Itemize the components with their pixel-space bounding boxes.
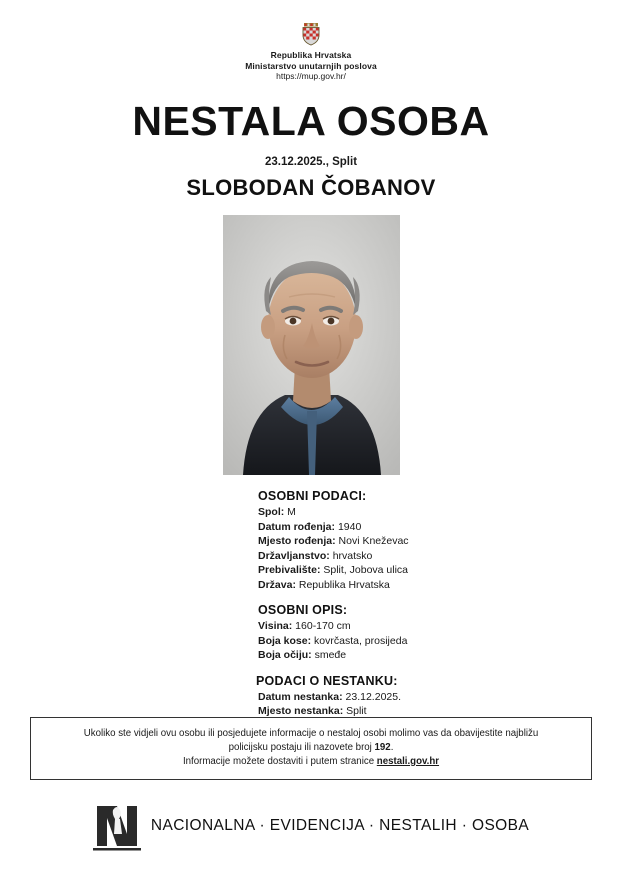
row-key: Prebivalište: (258, 564, 321, 576)
row-value: smeđe (314, 649, 347, 661)
row-value: Split (346, 705, 367, 717)
table-row (258, 634, 592, 649)
nestali-gov-hr-link[interactable]: nestali.gov.hr (376, 756, 440, 767)
row-key: Spol: (258, 506, 285, 518)
table-row (258, 578, 592, 593)
row-key: Mjesto nestanka: (258, 705, 344, 717)
notice-line-2-end: . (390, 742, 394, 753)
row-value: Split, Jobova ulica (323, 564, 409, 576)
nenos-logo-icon (93, 800, 141, 852)
disappearance-title: PODACI O NESTANKU: (256, 673, 398, 688)
notice-line-1 (43, 727, 579, 741)
notice-line-3-text: Informacije možete dostaviti i putem stranice (182, 756, 377, 767)
date-place-subtitle: 23.12.2025., Split (264, 156, 358, 168)
contact-notice-box (30, 717, 592, 780)
person-name: SLOBODAN ČOBANOV (186, 175, 436, 200)
table-row (258, 619, 592, 634)
org-line-country: Republika Hrvatska (270, 50, 352, 60)
org-url: https://mup.gov.hr/ (276, 71, 346, 81)
row-value: 160-170 cm (295, 620, 351, 632)
row-value: M (287, 506, 296, 518)
row-value: 1940 (337, 520, 362, 533)
table-row (258, 505, 592, 520)
footer-text: NACIONALNA · EVIDENCIJA · NESTALIH · OSOBA (150, 817, 530, 834)
notice-line-2 (43, 741, 579, 755)
table-row (258, 534, 592, 549)
photo-illustration (223, 215, 400, 475)
table-row (258, 549, 592, 564)
personal-data-title: OSOBNI PODACI: (258, 489, 367, 503)
row-value: hrvatsko (332, 549, 373, 562)
table-row (258, 648, 592, 663)
table-row (258, 690, 592, 705)
row-key: Državljanstvo: (258, 549, 330, 562)
row-value: kovrčasta, prosijeda (314, 634, 408, 647)
row-value: 23.12.2025. (345, 690, 401, 703)
notice-line-3 (43, 755, 579, 769)
row-key: Visina: (258, 620, 293, 632)
notice-line-1-text: Ukoliko ste vidjeli ovu osobu ili posjedujete informacije o nestaloj osobi molimo vas da obavijestite najbližu (83, 728, 539, 739)
document-header (30, 22, 592, 82)
row-key: Država: (258, 578, 296, 591)
notice-line-2-text: policijsku postaju ili nazovete broj (228, 742, 375, 753)
table-row (258, 520, 592, 535)
emergency-phone-number: 192 (374, 742, 391, 753)
description-section (258, 603, 592, 663)
row-key: Boja kose: (258, 634, 312, 647)
row-value: Novi Kneževac (338, 535, 409, 547)
description-title: OSOBNI OPIS: (258, 603, 348, 617)
row-key: Datum nestanka: (258, 690, 343, 703)
footer (0, 800, 622, 852)
row-key: Boja očiju: (258, 649, 312, 661)
row-key: Mjesto rođenja: (258, 535, 336, 547)
page-title: NESTALA OSOBA (132, 98, 490, 144)
missing-person-photo (223, 215, 400, 475)
org-line-ministry: Ministarstvo unutarnjih poslova (245, 60, 377, 71)
data-area (30, 489, 592, 719)
table-row (258, 563, 592, 578)
disappearance-section (258, 674, 592, 719)
row-value: Republika Hrvatska (298, 578, 390, 591)
row-key: Datum rođenja: (258, 520, 336, 533)
coat-of-arms-icon (297, 22, 325, 46)
personal-data-section (258, 489, 592, 592)
